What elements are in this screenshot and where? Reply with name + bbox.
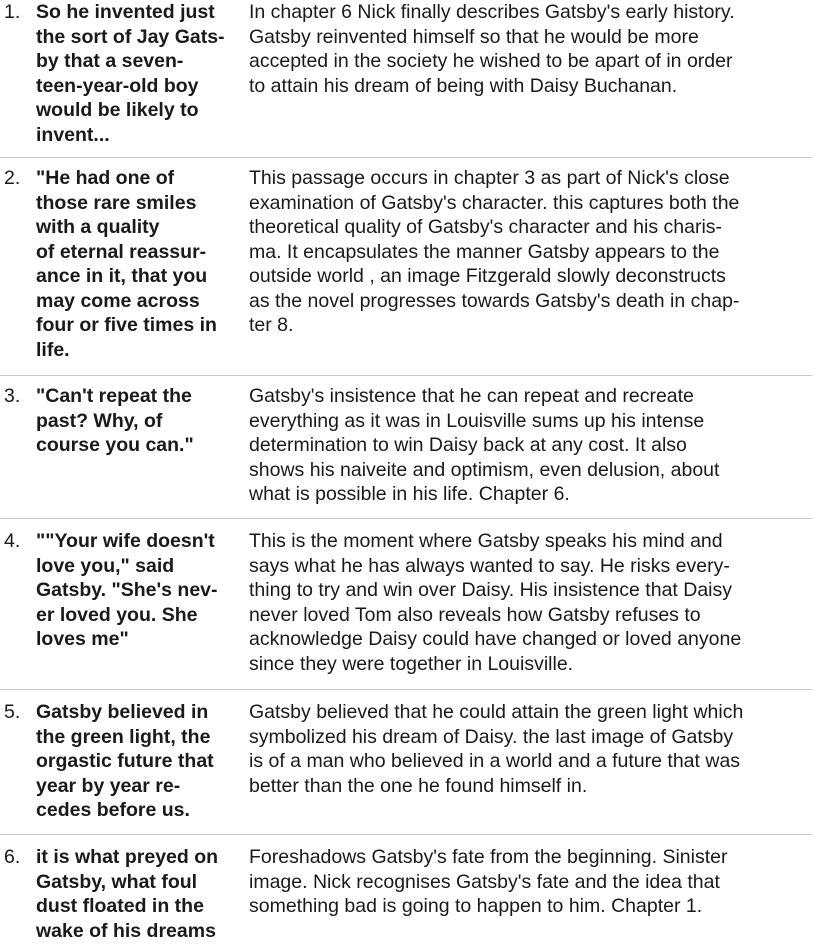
analysis-text: Gatsby's insistence that he can repeat and recreate everything as it was in Louisville sums up his intense determination to win Daisy back at any cost. It also shows his naiveite and optimism, even delusion, about what is possible in his life. Chapter 6. [249, 385, 720, 505]
row-divider [0, 518, 812, 519]
quote-text: So he invented just the sort of Jay Gats- by that a seven- teen-year-old boy would be likely to invent... [36, 1, 225, 146]
analysis-text: This passage occurs in chapter 3 as part of Nick's close examination of Gatsby's character. this captures both the theoretical quality of Gatsby's character and his charis- ma. It encapsulates the manner Gatsby appears to the outside world , an image Fitzgerald slowly deconstructs as the novel progresses towards Gatsby's death in chap- ter 8. [249, 167, 740, 336]
entry-number: 3. [4, 385, 21, 407]
quote-text: Gatsby believed in the green light, the orgastic future that year by year re- cedes before us. [36, 701, 214, 821]
analysis-text: In chapter 6 Nick finally describes Gatsby's early history. Gatsby reinvented himself so that he would be more accepted in the society he wished to be apart of in order to attain his dream of being with Daisy Buchanan. [249, 1, 735, 97]
quote-text: it is what preyed on Gatsby, what foul dust floated in the wake of his dreams [36, 846, 219, 942]
row-divider [0, 157, 812, 158]
quote-text: ""Your wife doesn't love you," said Gatsby. "She's nev- er loved you. She loves me" [36, 530, 218, 650]
quote-text: "He had one of those rare smiles with a quality of eternal reassur- ance in it, that you may come across four or five times in life. [36, 167, 217, 361]
quote-text: "Can't repeat the past? Why, of course you can." [36, 385, 194, 456]
entry-number: 5. [4, 701, 21, 723]
row-divider [0, 689, 812, 690]
entry-number: 6. [4, 846, 21, 868]
analysis-text: Gatsby believed that he could attain the green light which symbolized his dream of Daisy. the last image of Gatsby is of a man who believed in a world and a future that was better than the one he found himself in. [249, 701, 744, 797]
row-divider [0, 375, 812, 376]
entry-number: 1. [4, 1, 21, 23]
analysis-text: This is the moment where Gatsby speaks his mind and says what he has always wanted to say. He risks every- thing to try and win over Daisy. His insistence that Daisy never loved Tom also reveals how Gatsby refuses to acknowledge Daisy could have changed or loved anyone since they were together in Louisville. [249, 530, 742, 675]
entry-number: 2. [4, 167, 21, 189]
analysis-text: Foreshadows Gatsby's fate from the beginning. Sinister image. Nick recognises Gatsby's fate and the idea that something bad is going to happen to him. Chapter 1. [249, 846, 728, 917]
entry-number: 4. [4, 530, 21, 552]
row-divider [0, 834, 812, 835]
